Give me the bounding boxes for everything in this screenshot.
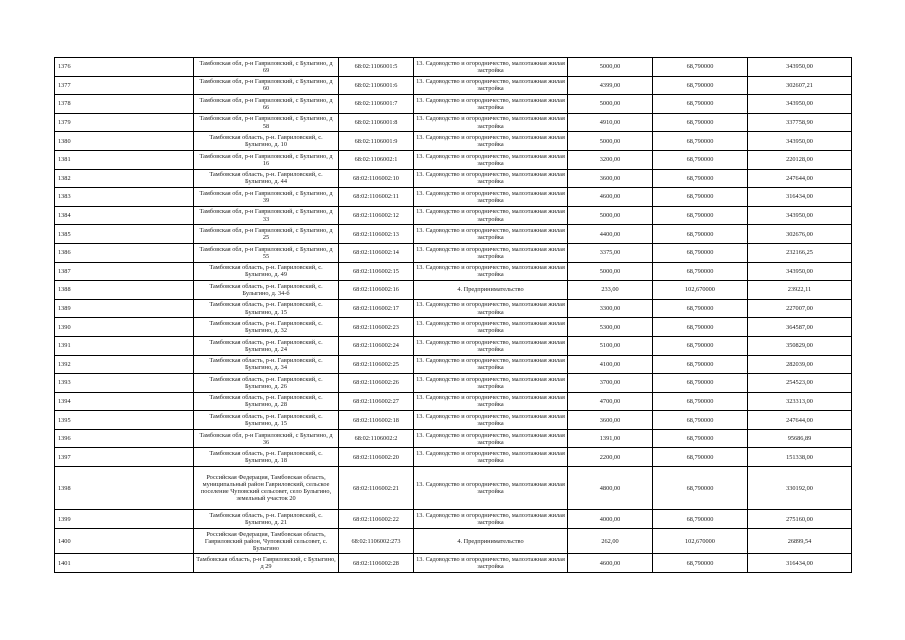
table-row (55, 392, 852, 411)
address-cell: Тамбовская обл, р-н Гавриловский, с Булыгино, д 55 (194, 243, 339, 262)
land-use-cell: 13. Садоводство и огородничество, малоэтажная жилая застройка (414, 58, 568, 77)
land-use-cell: 13. Садоводство и огородничество, малоэтажная жилая застройка (414, 225, 568, 244)
specific-value-cell: 68,790000 (653, 336, 748, 355)
land-use-cell: 13. Садоводство и огородничество, малоэтажная жилая застройка (414, 336, 568, 355)
cadastral-value-cell: 227007,00 (748, 299, 852, 318)
table-row (55, 150, 852, 169)
cadastral-value-cell: 282039,00 (748, 355, 852, 374)
row-number: 1401 (55, 554, 194, 573)
land-use-cell: 13. Садоводство и огородничество, малоэтажная жилая застройка (414, 188, 568, 207)
cadastral-value-cell: 323313,00 (748, 392, 852, 411)
specific-value-cell: 68,790000 (653, 448, 748, 467)
land-use-cell: 13. Садоводство и огородничество, малоэтажная жилая застройка (414, 429, 568, 448)
area-cell: 5000,00 (568, 262, 653, 281)
area-cell: 233,00 (568, 281, 653, 300)
table-row (55, 132, 852, 151)
land-use-cell: 13. Садоводство и огородничество, малоэтажная жилая застройка (414, 132, 568, 151)
row-number: 1400 (55, 528, 194, 553)
table-row (55, 206, 852, 225)
specific-value-cell: 68,790000 (653, 355, 748, 374)
area-cell: 5100,00 (568, 336, 653, 355)
address-cell: Тамбовская область, р-н. Гавриловский, с. Булыгино, д. 44 (194, 169, 339, 188)
table-row (55, 113, 852, 132)
cadastral-value-cell: 232166,25 (748, 243, 852, 262)
cadastral-value-cell: 275160,00 (748, 510, 852, 529)
table-row (55, 281, 852, 300)
cadastral-number-cell: 68:02:1106002:11 (339, 188, 414, 207)
specific-value-cell: 102,670000 (653, 528, 748, 553)
specific-value-cell: 68,790000 (653, 374, 748, 393)
land-use-cell: 13. Садоводство и огородничество, малоэтажная жилая застройка (414, 262, 568, 281)
address-cell: Тамбовская область, р-н. Гавриловский, с. Булыгино, д. 32 (194, 318, 339, 337)
land-use-cell: 13. Садоводство и огородничество, малоэтажная жилая застройка (414, 318, 568, 337)
area-cell: 1391,00 (568, 429, 653, 448)
address-cell: Тамбовская обл, р-н Гавриловский, с Булыгино, д 16 (194, 150, 339, 169)
table-row (55, 411, 852, 430)
cadastral-number-cell: 68:02:1106001:7 (339, 95, 414, 114)
row-number: 1387 (55, 262, 194, 281)
row-number: 1390 (55, 318, 194, 337)
cadastral-number-cell: 68:02:1106002:16 (339, 281, 414, 300)
cadastral-number-cell: 68:02:1106002:27 (339, 392, 414, 411)
cadastral-value-cell: 343950,00 (748, 206, 852, 225)
row-number: 1394 (55, 392, 194, 411)
row-number: 1388 (55, 281, 194, 300)
land-use-cell: 13. Садоводство и огородничество, малоэтажная жилая застройка (414, 299, 568, 318)
land-use-cell: 13. Садоводство и огородничество, малоэтажная жилая застройка (414, 76, 568, 95)
address-cell: Тамбовская область, р-н. Гавриловский, с. Булыгино, д. 28 (194, 392, 339, 411)
cadastral-value-cell: 330192,00 (748, 467, 852, 510)
cadastral-value-cell: 254523,00 (748, 374, 852, 393)
cadastral-number-cell: 68:02:1106002:15 (339, 262, 414, 281)
area-cell: 262,00 (568, 528, 653, 553)
specific-value-cell: 68,790000 (653, 95, 748, 114)
cadastral-value-cell: 343950,00 (748, 58, 852, 77)
row-number: 1379 (55, 113, 194, 132)
cadastral-value-cell: 350829,00 (748, 336, 852, 355)
row-number: 1397 (55, 448, 194, 467)
area-cell: 3600,00 (568, 169, 653, 188)
table-row (55, 95, 852, 114)
row-number: 1376 (55, 58, 194, 77)
area-cell: 2200,00 (568, 448, 653, 467)
table-row (55, 76, 852, 95)
row-number: 1380 (55, 132, 194, 151)
specific-value-cell: 68,790000 (653, 169, 748, 188)
cadastral-number-cell: 68:02:1106002:25 (339, 355, 414, 374)
address-cell: Российская Федерация, Тамбовская область, Гавриловский район, Чуповский сельсовет, с. Булыгино (194, 528, 339, 553)
row-number: 1386 (55, 243, 194, 262)
address-cell: Тамбовская область, р-н. Гавриловский, с. Булыгино, д. 15 (194, 411, 339, 430)
address-cell: Тамбовская область, р-н. Гавриловский, с. Булыгино, д. 21 (194, 510, 339, 529)
table-row (55, 374, 852, 393)
land-use-cell: 13. Садоводство и огородничество, малоэтажная жилая застройка (414, 467, 568, 510)
cadastral-value-cell: 23922,11 (748, 281, 852, 300)
row-number: 1399 (55, 510, 194, 529)
cadastral-value-cell: 364587,00 (748, 318, 852, 337)
row-number: 1383 (55, 188, 194, 207)
cadastral-value-cell: 95686,89 (748, 429, 852, 448)
area-cell: 5000,00 (568, 95, 653, 114)
row-number: 1398 (55, 467, 194, 510)
row-number: 1393 (55, 374, 194, 393)
table-row (55, 467, 852, 510)
area-cell: 3600,00 (568, 411, 653, 430)
address-cell: Тамбовская обл, р-н Гавриловский, с Булыгино, д 39 (194, 188, 339, 207)
land-plots-table (54, 57, 852, 573)
specific-value-cell: 68,790000 (653, 243, 748, 262)
cadastral-value-cell: 247644,00 (748, 411, 852, 430)
address-cell: Тамбовская область, р-н. Гавриловский, с. Булыгино, д. 49 (194, 262, 339, 281)
table-row (55, 243, 852, 262)
cadastral-number-cell: 68:02:1106001:9 (339, 132, 414, 151)
cadastral-number-cell: 68:02:1106002:24 (339, 336, 414, 355)
table-row (55, 528, 852, 553)
area-cell: 5300,00 (568, 318, 653, 337)
specific-value-cell: 68,790000 (653, 429, 748, 448)
address-cell: Тамбовская область, р-н. Гавриловский, с. Булыгино, д. 18 (194, 448, 339, 467)
address-cell: Тамбовская область, р-н. Гавриловский, с. Булыгино, д. 15 (194, 299, 339, 318)
table-row (55, 554, 852, 573)
cadastral-number-cell: 68:02:1106002:273 (339, 528, 414, 553)
land-use-cell: 13. Садоводство и огородничество, малоэтажная жилая застройка (414, 206, 568, 225)
cadastral-number-cell: 68:02:1106002:26 (339, 374, 414, 393)
row-number: 1385 (55, 225, 194, 244)
area-cell: 3300,00 (568, 299, 653, 318)
specific-value-cell: 68,790000 (653, 188, 748, 207)
row-number: 1395 (55, 411, 194, 430)
cadastral-value-cell: 220128,00 (748, 150, 852, 169)
area-cell: 4000,00 (568, 510, 653, 529)
area-cell: 4600,00 (568, 554, 653, 573)
land-use-cell: 13. Садоводство и огородничество, малоэтажная жилая застройка (414, 355, 568, 374)
land-use-cell: 4. Предпринимательство (414, 281, 568, 300)
cadastral-number-cell: 68:02:1106002:14 (339, 243, 414, 262)
cadastral-number-cell: 68:02:1106001:5 (339, 58, 414, 77)
cadastral-value-cell: 316434,00 (748, 188, 852, 207)
land-use-cell: 13. Садоводство и огородничество, малоэтажная жилая застройка (414, 169, 568, 188)
land-use-cell: 13. Садоводство и огородничество, малоэтажная жилая застройка (414, 448, 568, 467)
cadastral-number-cell: 68:02:1106002:23 (339, 318, 414, 337)
cadastral-value-cell: 26899,54 (748, 528, 852, 553)
cadastral-number-cell: 68:02:1106002:10 (339, 169, 414, 188)
cadastral-value-cell: 302607,21 (748, 76, 852, 95)
specific-value-cell: 68,790000 (653, 132, 748, 151)
cadastral-number-cell: 68:02:1106002:22 (339, 510, 414, 529)
specific-value-cell: 68,790000 (653, 58, 748, 77)
area-cell: 4700,00 (568, 392, 653, 411)
cadastral-value-cell: 343950,00 (748, 95, 852, 114)
land-use-cell: 13. Садоводство и огородничество, малоэтажная жилая застройка (414, 392, 568, 411)
cadastral-number-cell: 68:02:1106002:2 (339, 429, 414, 448)
address-cell: Тамбовская обл, р-н Гавриловский, с Булыгино, д 33 (194, 206, 339, 225)
cadastral-value-cell: 343950,00 (748, 132, 852, 151)
cadastral-number-cell: 68:02:1106001:8 (339, 113, 414, 132)
area-cell: 4800,00 (568, 467, 653, 510)
address-cell: Тамбовская обл, р-н Гавриловский, с Булыгино, д 69 (194, 58, 339, 77)
specific-value-cell: 68,790000 (653, 206, 748, 225)
address-cell: Тамбовская обл, р-н Гавриловский, с Булыгино, д 58 (194, 113, 339, 132)
address-cell: Тамбовская область, р-н. Гавриловский, с. Булыгино, д. 34 (194, 355, 339, 374)
specific-value-cell: 68,790000 (653, 554, 748, 573)
cadastral-value-cell: 337758,90 (748, 113, 852, 132)
area-cell: 5000,00 (568, 58, 653, 77)
row-number: 1392 (55, 355, 194, 374)
cadastral-number-cell: 68:02:1106002:18 (339, 411, 414, 430)
row-number: 1378 (55, 95, 194, 114)
land-use-cell: 13. Садоводство и огородничество, малоэтажная жилая застройка (414, 150, 568, 169)
area-cell: 5000,00 (568, 206, 653, 225)
address-cell: Тамбовская область, р-н. Гавриловский, с. Булыгино, д. 34-б (194, 281, 339, 300)
table-row (55, 355, 852, 374)
cadastral-value-cell: 151338,00 (748, 448, 852, 467)
area-cell: 4399,00 (568, 76, 653, 95)
area-cell: 4910,00 (568, 113, 653, 132)
specific-value-cell: 102,670000 (653, 281, 748, 300)
row-number: 1396 (55, 429, 194, 448)
table-row (55, 448, 852, 467)
cadastral-value-table (54, 57, 851, 573)
table-row (55, 169, 852, 188)
row-number: 1384 (55, 206, 194, 225)
area-cell: 4400,00 (568, 225, 653, 244)
specific-value-cell: 68,790000 (653, 150, 748, 169)
address-cell: Тамбовская область, р-н. Гавриловский, с. Булыгино, д. 24 (194, 336, 339, 355)
table-row (55, 336, 852, 355)
land-use-cell: 13. Садоводство и огородничество, малоэтажная жилая застройка (414, 411, 568, 430)
address-cell: Тамбовская обл, р-н Гавриловский, с Булыгино, д 66 (194, 95, 339, 114)
address-cell: Тамбовская область, р-н. Гавриловский, с. Булыгино, д. 10 (194, 132, 339, 151)
area-cell: 3700,00 (568, 374, 653, 393)
cadastral-value-cell: 343950,00 (748, 262, 852, 281)
cadastral-value-cell: 247644,00 (748, 169, 852, 188)
address-cell: Тамбовская обл, р-н Гавриловский, с Булыгино, д 60 (194, 76, 339, 95)
specific-value-cell: 68,790000 (653, 76, 748, 95)
table-row (55, 188, 852, 207)
cadastral-number-cell: 68:02:1106002:28 (339, 554, 414, 573)
specific-value-cell: 68,790000 (653, 318, 748, 337)
land-use-cell: 13. Садоводство и огородничество, малоэтажная жилая застройка (414, 95, 568, 114)
specific-value-cell: 68,790000 (653, 113, 748, 132)
specific-value-cell: 68,790000 (653, 411, 748, 430)
cadastral-value-cell: 302676,00 (748, 225, 852, 244)
land-use-cell: 13. Садоводство и огородничество, малоэтажная жилая застройка (414, 554, 568, 573)
cadastral-number-cell: 68:02:1106002:17 (339, 299, 414, 318)
area-cell: 4600,00 (568, 188, 653, 207)
land-use-cell: 13. Садоводство и огородничество, малоэтажная жилая застройка (414, 113, 568, 132)
table-row (55, 299, 852, 318)
land-use-cell: 13. Садоводство и огородничество, малоэтажная жилая застройка (414, 510, 568, 529)
row-number: 1377 (55, 76, 194, 95)
table-row (55, 225, 852, 244)
row-number: 1381 (55, 150, 194, 169)
specific-value-cell: 68,790000 (653, 392, 748, 411)
area-cell: 3375,00 (568, 243, 653, 262)
table-row (55, 318, 852, 337)
address-cell: Тамбовская обл, р-н Гавриловский, с Булыгино, д 25 (194, 225, 339, 244)
address-cell: Тамбовская область, р-н. Гавриловский, с. Булыгино, д. 26 (194, 374, 339, 393)
row-number: 1389 (55, 299, 194, 318)
table-row (55, 58, 852, 77)
cadastral-number-cell: 68:02:1106001:6 (339, 76, 414, 95)
address-cell: Российская Федерация, Тамбовская область, муниципальный район Гавриловский, сельское поселение Чуповский сельсовет, село Булыгино, земельный участок 20 (194, 467, 339, 510)
land-use-cell: 13. Садоводство и огородничество, малоэтажная жилая застройка (414, 243, 568, 262)
table-row (55, 262, 852, 281)
land-use-cell: 4. Предпринимательство (414, 528, 568, 553)
cadastral-number-cell: 68:02:1106002:20 (339, 448, 414, 467)
area-cell: 5000,00 (568, 132, 653, 151)
address-cell: Тамбовская область, р-н Гавриловский, с Булыгино, д 29 (194, 554, 339, 573)
row-number: 1382 (55, 169, 194, 188)
specific-value-cell: 68,790000 (653, 299, 748, 318)
cadastral-number-cell: 68:02:1106002:13 (339, 225, 414, 244)
row-number: 1391 (55, 336, 194, 355)
cadastral-number-cell: 68:02:1106002:12 (339, 206, 414, 225)
table-row (55, 510, 852, 529)
area-cell: 4100,00 (568, 355, 653, 374)
table-row (55, 429, 852, 448)
cadastral-value-cell: 316434,00 (748, 554, 852, 573)
cadastral-number-cell: 68:02:1106002:1 (339, 150, 414, 169)
specific-value-cell: 68,790000 (653, 510, 748, 529)
specific-value-cell: 68,790000 (653, 467, 748, 510)
specific-value-cell: 68,790000 (653, 262, 748, 281)
cadastral-number-cell: 68:02:1106002:21 (339, 467, 414, 510)
area-cell: 3200,00 (568, 150, 653, 169)
specific-value-cell: 68,790000 (653, 225, 748, 244)
land-use-cell: 13. Садоводство и огородничество, малоэтажная жилая застройка (414, 374, 568, 393)
address-cell: Тамбовская обл, р-н Гавриловский, с Булыгино, д 36 (194, 429, 339, 448)
